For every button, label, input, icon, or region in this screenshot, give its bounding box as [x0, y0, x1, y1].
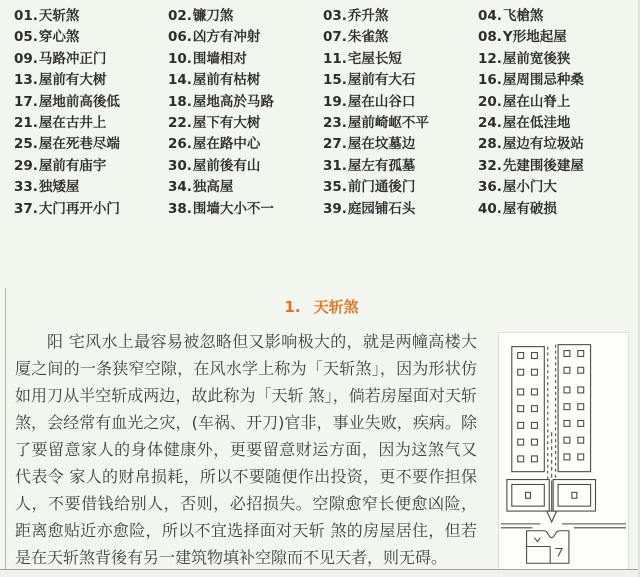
- list-item-number: 09.: [14, 50, 38, 67]
- list-item: [478, 6, 634, 27]
- list-item-label: 屋前有大石: [347, 72, 416, 89]
- list-item-label: 屋前崎岖不平: [347, 114, 429, 131]
- list-item-number: 23.: [323, 114, 347, 131]
- list-item-label: 屋前宽後狭: [502, 50, 571, 67]
- list-item-number: 20.: [478, 93, 502, 110]
- list-item-number: 06.: [168, 29, 192, 46]
- list-item-label: 屋前有庙宇: [38, 157, 107, 174]
- list-item: [168, 113, 323, 134]
- list-item-number: 28.: [478, 136, 502, 153]
- list-item-number: 21.: [14, 114, 38, 131]
- list-item-label: 屋左有孤墓: [347, 157, 416, 174]
- list-item-label: 屋在山谷口: [347, 93, 416, 110]
- list-item-label: 屋地前高後低: [38, 93, 120, 110]
- list-item-label: 屋有破损: [502, 200, 557, 217]
- list-item-number: 16.: [478, 72, 502, 89]
- list-item: [168, 27, 323, 48]
- list-item-number: 35.: [323, 179, 347, 196]
- heading-number: 1.: [284, 298, 301, 316]
- list-item: [478, 177, 634, 198]
- list-item-number: 12.: [478, 50, 502, 67]
- list-item-label: 乔升煞: [347, 8, 389, 24]
- list-item: [168, 134, 323, 155]
- list-item: [168, 70, 323, 91]
- list-item: [14, 27, 168, 48]
- list-item: [14, 199, 168, 220]
- list-item-label: 屋在坟墓边: [347, 136, 416, 153]
- list-item-number: 32.: [478, 157, 502, 174]
- list-item: [323, 134, 478, 155]
- list-item: [323, 92, 478, 113]
- list-item-number: 39.: [323, 200, 347, 217]
- list-item-label: Y形地起屋: [502, 29, 567, 46]
- list-item-label: 屋边有垃圾站: [502, 136, 584, 153]
- list-item-number: 13.: [14, 72, 38, 89]
- list-item: [323, 70, 478, 91]
- list-item-label: 宅屋长短: [347, 50, 402, 67]
- list-item: [323, 156, 478, 177]
- list-item-number: 40.: [478, 200, 502, 217]
- list-item: [14, 70, 168, 91]
- list-item-label: 屋地高於马路: [192, 93, 274, 110]
- list-item-label: 屋在古井上: [38, 114, 107, 131]
- list-item-label: 镰刀煞: [192, 8, 234, 24]
- list-item-label: 前门通後门: [347, 179, 416, 196]
- list-item-number: 10.: [168, 50, 192, 67]
- list-item-number: 22.: [168, 114, 192, 131]
- list-item: [323, 113, 478, 134]
- list-item: [478, 134, 634, 155]
- list-item-number: 19.: [323, 93, 347, 110]
- list-item-number: 30.: [168, 157, 192, 174]
- list-item-label: 天斩煞: [38, 8, 80, 24]
- list-item-number: 14.: [168, 72, 192, 89]
- list-item: [323, 199, 478, 220]
- list-item: [168, 49, 323, 70]
- list-item-label: 屋在低洼地: [502, 114, 571, 131]
- list-item-label: 屋前後有山: [192, 157, 261, 174]
- list-item-label: 屋周围忌种桑: [502, 72, 584, 89]
- right-tower-windows: [564, 351, 584, 460]
- left-tower-windows: [518, 353, 538, 462]
- list-item-number: 37.: [14, 200, 38, 217]
- list-item: [478, 49, 634, 70]
- list-item: [168, 92, 323, 113]
- list-item-label: 穿心煞: [38, 29, 80, 46]
- list-item-label: 朱雀煞: [347, 29, 389, 46]
- list-item-label: 飞槍煞: [502, 8, 544, 24]
- list-item-number: 07.: [323, 29, 347, 46]
- house-plan: [527, 531, 569, 563]
- list-item: [323, 177, 478, 198]
- list-item-number: 24.: [478, 114, 502, 131]
- list-item: [14, 49, 168, 70]
- article-section: [5, 288, 637, 570]
- list-item-label: 凶方有冲射: [192, 29, 261, 46]
- list-item-number: 31.: [323, 157, 347, 174]
- sha-list: [14, 6, 634, 220]
- article-body: 阳 宅风水上最容易被忽略但又影响极大的，就是两幢高楼大厦之间的一条狭窄空隙，在风水学上称为「天斩煞」，因为形状仿如用刀从半空斩成两边，故此称为「天斩 煞」，倘若房屋面对天斩煞，会经常有血光之灾，(车祸、开刀)官非，事业失败，疾病。除了要留意家人的身体健康外，更要留意财运方面，因为这煞气又代表令 家人的财帛损耗，所以不要随便作出投资，更不要作担保人，不要借钱给别人，否则，必招损失。空隙愈窄长便愈凶险，距离愈贴近亦愈险，所以不宜选择面对天斩 煞的房屋居住，但若是在天斩煞背後有另一建筑物填补空隙而不见天者，则无碍。: [15, 332, 477, 567]
- list-item-number: 04.: [478, 8, 502, 24]
- list-item: [168, 177, 323, 198]
- list-item: [14, 156, 168, 177]
- list-item-label: 围墙相对: [192, 50, 247, 67]
- sky-chop-sha-diagram: [498, 332, 629, 570]
- list-item-label: 独矮屋: [38, 179, 80, 196]
- list-item: [14, 113, 168, 134]
- list-item: [14, 177, 168, 198]
- list-item-label: 屋小门大: [502, 179, 557, 196]
- list-item: [14, 92, 168, 113]
- list-item: [168, 6, 323, 27]
- list-item: [478, 156, 634, 177]
- list-item-label: 屋下有大树: [192, 114, 261, 131]
- list-item-number: 26.: [168, 136, 192, 153]
- list-item-number: 25.: [14, 136, 38, 153]
- list-item-number: 03.: [323, 8, 347, 24]
- bottom-edge: [0, 569, 638, 577]
- list-item-number: 33.: [14, 179, 38, 196]
- list-item-label: 屋在路中心: [192, 136, 261, 153]
- diagram-drawing: [499, 333, 628, 569]
- list-item-number: 34.: [168, 179, 192, 196]
- list-item-number: 05.: [14, 29, 38, 46]
- list-item-label: 先建围後建屋: [502, 157, 584, 174]
- list-item-number: 15.: [323, 72, 347, 89]
- list-item-label: 马路冲正门: [38, 50, 107, 67]
- list-item-label: 屋在山脊上: [502, 93, 571, 110]
- list-item: [168, 199, 323, 220]
- list-item: [14, 134, 168, 155]
- list-item-label: 屋在死巷尽端: [38, 136, 120, 153]
- list-item: [478, 27, 634, 48]
- list-item: [323, 49, 478, 70]
- list-item: [478, 113, 634, 134]
- list-item-number: 11.: [323, 50, 347, 67]
- list-item: [323, 6, 478, 27]
- list-item-number: 01.: [14, 8, 38, 24]
- road-lines: [501, 524, 626, 528]
- list-item-label: 独高屋: [192, 179, 234, 196]
- list-item-number: 29.: [14, 157, 38, 174]
- list-item-number: 27.: [323, 136, 347, 153]
- list-item-number: 18.: [168, 93, 192, 110]
- list-item-label: 屋前有大树: [38, 72, 107, 89]
- list-item-label: 围墙大小不一: [192, 200, 274, 217]
- list-item: [478, 92, 634, 113]
- list-item-number: 17.: [14, 93, 38, 110]
- list-item-number: 38.: [168, 200, 192, 217]
- list-item-number: 36.: [478, 179, 502, 196]
- list-item-label: 大门再开小门: [38, 200, 120, 217]
- list-item: [168, 156, 323, 177]
- list-item-label: 庭园铺石头: [347, 200, 416, 217]
- list-item: [14, 6, 168, 27]
- list-item-number: 02.: [168, 8, 192, 24]
- list-item-label: 屋前有枯树: [192, 72, 261, 89]
- list-item: [323, 27, 478, 48]
- heading-title: 天斩煞: [313, 298, 359, 316]
- article-heading: [6, 296, 637, 317]
- list-item: [478, 70, 634, 91]
- list-item-number: 08.: [478, 29, 502, 46]
- list-item: [478, 199, 634, 220]
